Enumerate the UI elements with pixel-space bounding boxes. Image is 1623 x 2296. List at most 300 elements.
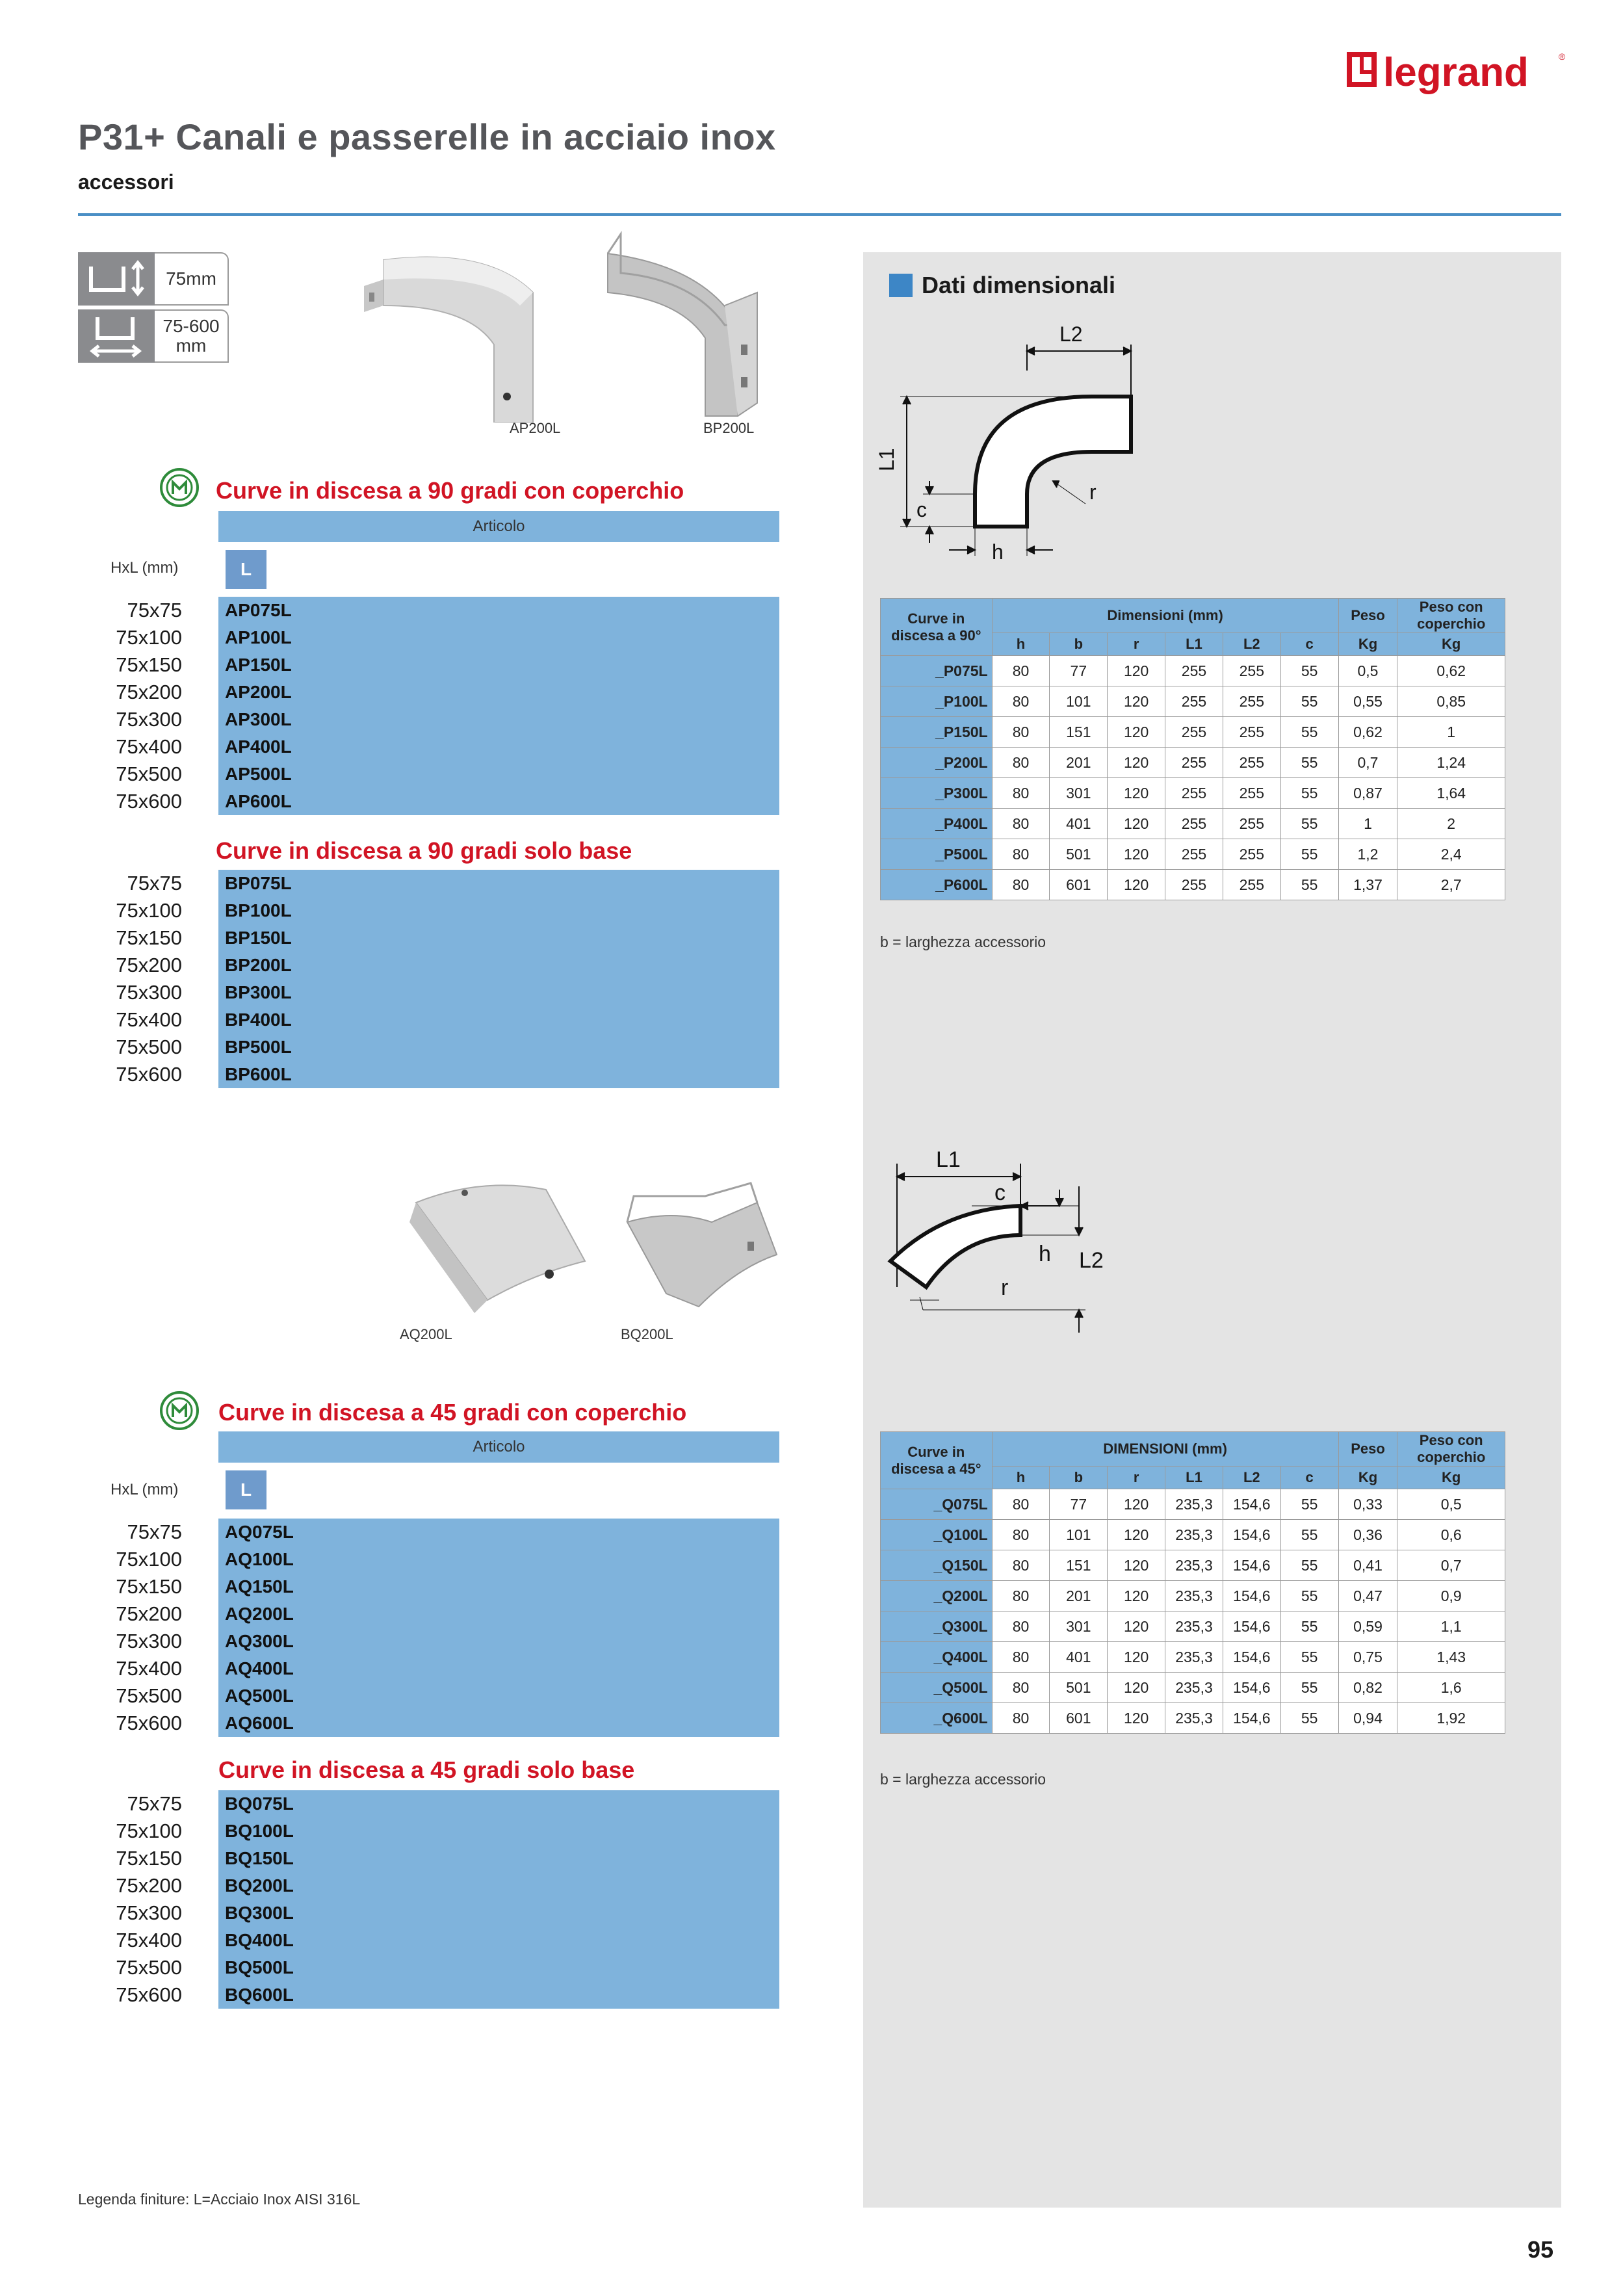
dim-label-h: h bbox=[1039, 1242, 1051, 1266]
row-value-cell: 0,7 bbox=[1338, 748, 1397, 778]
row-value-cell: 55 bbox=[1280, 748, 1338, 778]
row-code-cell: _P500L bbox=[881, 839, 993, 870]
table-row bbox=[881, 656, 1505, 686]
size-item: 75x300 bbox=[116, 708, 182, 731]
channel-height-icon bbox=[78, 252, 155, 306]
row-value-cell: 0,5 bbox=[1338, 656, 1397, 686]
row-value-cell: 80 bbox=[992, 1550, 1050, 1581]
certification-icon bbox=[159, 467, 200, 508]
article-code: AQ600L bbox=[225, 1713, 294, 1733]
dimension-table-45 bbox=[880, 1431, 1505, 1734]
table-row bbox=[881, 1703, 1505, 1734]
row-value-cell: 255 bbox=[1165, 809, 1223, 839]
article-code: AP150L bbox=[225, 655, 292, 675]
size-item: 75x600 bbox=[116, 790, 182, 813]
row-value-cell: 301 bbox=[1050, 1611, 1108, 1642]
height-badge bbox=[78, 252, 231, 306]
row-value-cell: 80 bbox=[992, 656, 1050, 686]
row-value-cell: 55 bbox=[1280, 1703, 1338, 1734]
size-item: 75x600 bbox=[116, 1712, 182, 1734]
row-value-cell: 0,59 bbox=[1338, 1611, 1397, 1642]
row-value-cell: 120 bbox=[1108, 809, 1165, 839]
size-item: 75x500 bbox=[116, 763, 182, 785]
row-value-cell: 1,6 bbox=[1397, 1673, 1505, 1703]
size-item: 75x75 bbox=[127, 1792, 182, 1815]
dim-label-l2: L2 bbox=[1079, 1248, 1104, 1273]
section-title-90-base: Curve in discesa a 90 gradi solo base bbox=[216, 837, 632, 864]
article-code: BP075L bbox=[225, 873, 292, 893]
row-code-cell: _Q150L bbox=[881, 1550, 993, 1581]
row-value-cell: 120 bbox=[1108, 1611, 1165, 1642]
row-value-cell: 255 bbox=[1223, 778, 1280, 809]
article-code: AQ500L bbox=[225, 1686, 294, 1706]
row-value-cell: 255 bbox=[1165, 748, 1223, 778]
table-subheader: Kg bbox=[1338, 1467, 1397, 1489]
header-divider bbox=[78, 213, 1561, 216]
dim-label-r: r bbox=[1001, 1275, 1009, 1300]
row-code-cell: _Q300L bbox=[881, 1611, 993, 1642]
section-title-45-base: Curve in discesa a 45 gradi solo base bbox=[218, 1756, 635, 1783]
page-subtitle: accessori bbox=[78, 170, 174, 194]
row-value-cell: 55 bbox=[1280, 1673, 1338, 1703]
row-value-cell: 120 bbox=[1108, 656, 1165, 686]
table-row bbox=[881, 1642, 1505, 1673]
size-item: 75x600 bbox=[116, 1063, 182, 1086]
size-item: 75x400 bbox=[116, 1008, 182, 1031]
row-value-cell: 1,24 bbox=[1397, 748, 1505, 778]
row-value-cell: 55 bbox=[1280, 656, 1338, 686]
size-item: 75x300 bbox=[116, 1901, 182, 1924]
row-value-cell: 0,94 bbox=[1338, 1703, 1397, 1734]
size-item: 75x400 bbox=[116, 1657, 182, 1680]
certification-icon bbox=[159, 1390, 200, 1431]
row-code-cell: _P400L bbox=[881, 809, 993, 839]
table-header-peso-coperchio: Peso con coperchio bbox=[1397, 599, 1505, 633]
article-code: AP500L bbox=[225, 764, 292, 784]
table-row bbox=[881, 717, 1505, 748]
size-item: 75x200 bbox=[116, 681, 182, 703]
row-value-cell: 0,62 bbox=[1338, 717, 1397, 748]
table-subheader: h bbox=[992, 633, 1050, 656]
article-code: BQ300L bbox=[225, 1903, 294, 1923]
hxl-label: HxL (mm) bbox=[110, 559, 179, 577]
size-item: 75x100 bbox=[116, 626, 182, 649]
row-value-cell: 80 bbox=[992, 1673, 1050, 1703]
row-value-cell: 120 bbox=[1108, 870, 1165, 900]
row-value-cell: 1,37 bbox=[1338, 870, 1397, 900]
table-subheader: L1 bbox=[1165, 633, 1223, 656]
page-number: 95 bbox=[1527, 2236, 1554, 2263]
row-value-cell: 201 bbox=[1050, 1581, 1108, 1611]
row-value-cell: 55 bbox=[1280, 1520, 1338, 1550]
article-code: BP200L bbox=[225, 955, 292, 975]
row-value-cell: 235,3 bbox=[1165, 1611, 1223, 1642]
article-code: BP400L bbox=[225, 1010, 292, 1030]
row-value-cell: 55 bbox=[1280, 1550, 1338, 1581]
row-code-cell: _Q600L bbox=[881, 1703, 993, 1734]
row-value-cell: 235,3 bbox=[1165, 1703, 1223, 1734]
article-code: BQ075L bbox=[225, 1794, 294, 1814]
row-code-cell: _P150L bbox=[881, 717, 993, 748]
row-value-cell: 301 bbox=[1050, 778, 1108, 809]
row-value-cell: 80 bbox=[992, 1489, 1050, 1520]
row-value-cell: 80 bbox=[992, 748, 1050, 778]
table-note-90: b = larghezza accessorio bbox=[880, 933, 1046, 950]
row-value-cell: 0,6 bbox=[1397, 1520, 1505, 1550]
table-row bbox=[881, 1550, 1505, 1581]
photo-caption-aq200l: AQ200L bbox=[400, 1326, 452, 1342]
table-subheader: b bbox=[1050, 633, 1108, 656]
article-code: AP300L bbox=[225, 709, 292, 729]
section-title-45-cover: Curve in discesa a 45 gradi con coperchio bbox=[218, 1399, 687, 1426]
row-code-cell: _P075L bbox=[881, 656, 993, 686]
panel-title: Dati dimensionali bbox=[922, 272, 1116, 298]
table-subheader: b bbox=[1050, 1467, 1108, 1489]
table-header-type: Curve in discesa a 45° bbox=[881, 1432, 993, 1489]
row-value-cell: 154,6 bbox=[1223, 1489, 1280, 1520]
dim-label-l1: L1 bbox=[875, 448, 898, 471]
row-value-cell: 255 bbox=[1223, 809, 1280, 839]
row-value-cell: 55 bbox=[1280, 1581, 1338, 1611]
page-title: P31+ Canali e passerelle in acciaio inox bbox=[78, 116, 776, 157]
size-list-90-cover bbox=[97, 597, 182, 815]
row-value-cell: 154,6 bbox=[1223, 1611, 1280, 1642]
size-item: 75x300 bbox=[116, 981, 182, 1004]
row-value-cell: 255 bbox=[1165, 686, 1223, 717]
row-value-cell: 235,3 bbox=[1165, 1550, 1223, 1581]
row-value-cell: 1,92 bbox=[1397, 1703, 1505, 1734]
row-value-cell: 151 bbox=[1050, 717, 1108, 748]
table-row bbox=[881, 809, 1505, 839]
table-header-peso: Peso bbox=[1338, 1432, 1397, 1467]
article-code: AQ400L bbox=[225, 1658, 294, 1678]
row-value-cell: 80 bbox=[992, 809, 1050, 839]
height-badge-label: 75mm bbox=[155, 252, 229, 306]
row-value-cell: 0,7 bbox=[1397, 1550, 1505, 1581]
row-value-cell: 101 bbox=[1050, 1520, 1108, 1550]
row-value-cell: 55 bbox=[1280, 778, 1338, 809]
diagram-90-degree bbox=[864, 319, 1170, 579]
table-header-dimensions: DIMENSIONI (mm) bbox=[992, 1432, 1338, 1467]
row-value-cell: 401 bbox=[1050, 809, 1108, 839]
row-value-cell: 255 bbox=[1165, 656, 1223, 686]
row-value-cell: 0,47 bbox=[1338, 1581, 1397, 1611]
row-value-cell: 1,1 bbox=[1397, 1611, 1505, 1642]
row-value-cell: 154,6 bbox=[1223, 1581, 1280, 1611]
row-value-cell: 0,87 bbox=[1338, 778, 1397, 809]
row-value-cell: 255 bbox=[1165, 839, 1223, 870]
hxl-label: HxL (mm) bbox=[110, 1481, 179, 1498]
size-list-45-cover bbox=[97, 1519, 182, 1737]
row-code-cell: _Q100L bbox=[881, 1520, 993, 1550]
row-value-cell: 101 bbox=[1050, 686, 1108, 717]
row-value-cell: 120 bbox=[1108, 748, 1165, 778]
article-code: BQ500L bbox=[225, 1957, 294, 1977]
dim-label-h: h bbox=[992, 540, 1004, 564]
table-row bbox=[881, 1581, 1505, 1611]
width-badge bbox=[78, 309, 231, 363]
article-code: BQ200L bbox=[225, 1875, 294, 1896]
row-value-cell: 1,2 bbox=[1338, 839, 1397, 870]
row-code-cell: _P600L bbox=[881, 870, 993, 900]
size-item: 75x300 bbox=[116, 1630, 182, 1652]
article-code: AP100L bbox=[225, 627, 292, 647]
size-item: 75x75 bbox=[127, 872, 182, 894]
size-item: 75x500 bbox=[116, 1036, 182, 1058]
article-code: BP100L bbox=[225, 900, 292, 920]
table-subheader: c bbox=[1280, 633, 1338, 656]
row-value-cell: 55 bbox=[1280, 839, 1338, 870]
row-value-cell: 255 bbox=[1165, 778, 1223, 809]
row-code-cell: _P200L bbox=[881, 748, 993, 778]
row-value-cell: 401 bbox=[1050, 1642, 1108, 1673]
articolo-header: Articolo bbox=[218, 511, 779, 542]
article-code: AQ075L bbox=[225, 1522, 294, 1542]
row-value-cell: 55 bbox=[1280, 870, 1338, 900]
table-subheader: c bbox=[1280, 1467, 1338, 1489]
logo-wordmark: legrand bbox=[1383, 50, 1529, 95]
row-value-cell: 55 bbox=[1280, 1611, 1338, 1642]
row-value-cell: 255 bbox=[1223, 717, 1280, 748]
row-value-cell: 235,3 bbox=[1165, 1520, 1223, 1550]
size-item: 75x500 bbox=[116, 1956, 182, 1979]
code-list-90-cover bbox=[218, 597, 779, 815]
table-subheader: L2 bbox=[1223, 1467, 1280, 1489]
table-header-dimensions: Dimensioni (mm) bbox=[992, 599, 1338, 633]
article-code: AQ100L bbox=[225, 1549, 294, 1569]
row-value-cell: 235,3 bbox=[1165, 1489, 1223, 1520]
row-value-cell: 0,33 bbox=[1338, 1489, 1397, 1520]
row-value-cell: 120 bbox=[1108, 686, 1165, 717]
row-value-cell: 80 bbox=[992, 1703, 1050, 1734]
row-value-cell: 201 bbox=[1050, 748, 1108, 778]
article-code: BP300L bbox=[225, 982, 292, 1002]
row-value-cell: 120 bbox=[1108, 1642, 1165, 1673]
row-value-cell: 151 bbox=[1050, 1550, 1108, 1581]
product-photo-aq200l bbox=[403, 1164, 598, 1320]
finish-l-badge: L bbox=[226, 550, 266, 589]
row-value-cell: 601 bbox=[1050, 870, 1108, 900]
row-value-cell: 154,6 bbox=[1223, 1673, 1280, 1703]
table-header-peso: Peso bbox=[1338, 599, 1397, 633]
article-code: AP400L bbox=[225, 737, 292, 757]
code-list-45-cover bbox=[218, 1519, 779, 1737]
table-subheader: r bbox=[1108, 633, 1165, 656]
table-row bbox=[881, 778, 1505, 809]
article-code: AQ300L bbox=[225, 1631, 294, 1651]
table-row bbox=[881, 839, 1505, 870]
row-value-cell: 2,7 bbox=[1397, 870, 1505, 900]
row-value-cell: 120 bbox=[1108, 1703, 1165, 1734]
finish-legend: Legenda finiture: L=Acciaio Inox AISI 316L bbox=[78, 2191, 361, 2208]
row-value-cell: 1,64 bbox=[1397, 778, 1505, 809]
row-value-cell: 0,82 bbox=[1338, 1673, 1397, 1703]
row-value-cell: 80 bbox=[992, 1611, 1050, 1642]
size-item: 75x75 bbox=[127, 1520, 182, 1543]
table-subheader: Kg bbox=[1338, 633, 1397, 656]
dim-label-r: r bbox=[1089, 480, 1097, 504]
size-item: 75x100 bbox=[116, 899, 182, 922]
code-list-90-base bbox=[218, 870, 779, 1088]
article-code: BQ600L bbox=[225, 1985, 294, 2005]
table-row bbox=[881, 870, 1505, 900]
size-item: 75x150 bbox=[116, 1575, 182, 1598]
size-item: 75x150 bbox=[116, 926, 182, 949]
table-note-45: b = larghezza accessorio bbox=[880, 1771, 1046, 1788]
size-item: 75x400 bbox=[116, 735, 182, 758]
row-value-cell: 1 bbox=[1338, 809, 1397, 839]
photo-caption-bq200l: BQ200L bbox=[621, 1326, 673, 1342]
row-value-cell: 0,75 bbox=[1338, 1642, 1397, 1673]
table-subheader: L2 bbox=[1223, 633, 1280, 656]
row-value-cell: 255 bbox=[1223, 686, 1280, 717]
table-subheader: Kg bbox=[1397, 633, 1505, 656]
table-row bbox=[881, 686, 1505, 717]
size-item: 75x200 bbox=[116, 954, 182, 976]
product-photo-ap200l bbox=[357, 234, 604, 423]
row-code-cell: _Q400L bbox=[881, 1642, 993, 1673]
photo-caption-bp200l: BP200L bbox=[703, 420, 755, 436]
table-subheader: r bbox=[1108, 1467, 1165, 1489]
row-value-cell: 154,6 bbox=[1223, 1550, 1280, 1581]
row-value-cell: 80 bbox=[992, 870, 1050, 900]
row-value-cell: 2 bbox=[1397, 809, 1505, 839]
article-code: BP150L bbox=[225, 928, 292, 948]
product-photo-bp200l bbox=[595, 228, 777, 423]
row-code-cell: _Q075L bbox=[881, 1489, 993, 1520]
row-value-cell: 255 bbox=[1165, 717, 1223, 748]
diagram-45-degree bbox=[864, 1138, 1170, 1352]
row-value-cell: 77 bbox=[1050, 1489, 1108, 1520]
row-value-cell: 501 bbox=[1050, 1673, 1108, 1703]
row-value-cell: 154,6 bbox=[1223, 1520, 1280, 1550]
article-code: BQ400L bbox=[225, 1930, 294, 1950]
row-value-cell: 80 bbox=[992, 1581, 1050, 1611]
row-value-cell: 0,85 bbox=[1397, 686, 1505, 717]
row-value-cell: 0,5 bbox=[1397, 1489, 1505, 1520]
row-value-cell: 1,43 bbox=[1397, 1642, 1505, 1673]
size-item: 75x400 bbox=[116, 1929, 182, 1951]
size-item: 75x200 bbox=[116, 1874, 182, 1897]
section-title-90-cover: Curve in discesa a 90 gradi con coperchio bbox=[216, 477, 684, 504]
row-value-cell: 80 bbox=[992, 717, 1050, 748]
size-item: 75x75 bbox=[127, 599, 182, 621]
row-value-cell: 55 bbox=[1280, 686, 1338, 717]
channel-width-icon bbox=[78, 309, 155, 363]
size-item: 75x100 bbox=[116, 1548, 182, 1571]
table-header-peso-coperchio: Peso con coperchio bbox=[1397, 1432, 1505, 1467]
svg-text:®: ® bbox=[1559, 51, 1566, 62]
row-value-cell: 0,9 bbox=[1397, 1581, 1505, 1611]
row-value-cell: 120 bbox=[1108, 1673, 1165, 1703]
row-value-cell: 120 bbox=[1108, 1520, 1165, 1550]
dim-label-c: c bbox=[916, 498, 927, 521]
row-value-cell: 80 bbox=[992, 686, 1050, 717]
row-value-cell: 55 bbox=[1280, 717, 1338, 748]
size-item: 75x200 bbox=[116, 1602, 182, 1625]
row-value-cell: 0,36 bbox=[1338, 1520, 1397, 1550]
row-value-cell: 1 bbox=[1397, 717, 1505, 748]
article-code: AQ150L bbox=[225, 1576, 294, 1597]
row-value-cell: 120 bbox=[1108, 1489, 1165, 1520]
code-list-45-base bbox=[218, 1790, 779, 2009]
row-value-cell: 120 bbox=[1108, 717, 1165, 748]
row-value-cell: 80 bbox=[992, 1520, 1050, 1550]
row-value-cell: 255 bbox=[1223, 656, 1280, 686]
row-value-cell: 55 bbox=[1280, 809, 1338, 839]
row-value-cell: 255 bbox=[1223, 839, 1280, 870]
row-value-cell: 235,3 bbox=[1165, 1642, 1223, 1673]
table-subheader: Kg bbox=[1397, 1467, 1505, 1489]
row-value-cell: 120 bbox=[1108, 839, 1165, 870]
row-value-cell: 255 bbox=[1165, 870, 1223, 900]
article-code: BQ150L bbox=[225, 1848, 294, 1868]
product-photo-bq200l bbox=[621, 1170, 790, 1320]
finish-l-badge: L bbox=[226, 1470, 266, 1509]
row-value-cell: 601 bbox=[1050, 1703, 1108, 1734]
row-value-cell: 255 bbox=[1223, 748, 1280, 778]
article-code: AQ200L bbox=[225, 1604, 294, 1624]
table-body-45 bbox=[881, 1489, 1505, 1734]
row-value-cell: 120 bbox=[1108, 778, 1165, 809]
table-row bbox=[881, 1520, 1505, 1550]
row-value-cell: 55 bbox=[1280, 1489, 1338, 1520]
table-body-90 bbox=[881, 656, 1505, 900]
row-value-cell: 154,6 bbox=[1223, 1642, 1280, 1673]
article-code: AP200L bbox=[225, 682, 292, 702]
row-value-cell: 55 bbox=[1280, 1642, 1338, 1673]
row-code-cell: _Q500L bbox=[881, 1673, 993, 1703]
panel-title-marker bbox=[889, 274, 913, 297]
row-value-cell: 235,3 bbox=[1165, 1581, 1223, 1611]
table-row bbox=[881, 1673, 1505, 1703]
row-value-cell: 80 bbox=[992, 839, 1050, 870]
dim-label-c: c bbox=[994, 1181, 1006, 1205]
width-badge-label: 75-600 mm bbox=[155, 309, 229, 363]
row-value-cell: 120 bbox=[1108, 1550, 1165, 1581]
dim-label-l2: L2 bbox=[1059, 322, 1083, 346]
photo-caption-ap200l: AP200L bbox=[510, 420, 561, 436]
row-value-cell: 501 bbox=[1050, 839, 1108, 870]
article-code: BQ100L bbox=[225, 1821, 294, 1841]
table-row bbox=[881, 748, 1505, 778]
row-value-cell: 235,3 bbox=[1165, 1673, 1223, 1703]
size-list-45-base bbox=[97, 1790, 182, 2009]
row-value-cell: 77 bbox=[1050, 656, 1108, 686]
table-header-type: Curve in discesa a 90° bbox=[881, 599, 993, 656]
table-row bbox=[881, 1611, 1505, 1642]
legrand-logo bbox=[1345, 46, 1566, 108]
size-item: 75x600 bbox=[116, 1983, 182, 2006]
size-item: 75x150 bbox=[116, 653, 182, 676]
dimension-table-90 bbox=[880, 598, 1505, 900]
table-subheader: h bbox=[992, 1467, 1050, 1489]
size-item: 75x100 bbox=[116, 1820, 182, 1842]
row-value-cell: 0,55 bbox=[1338, 686, 1397, 717]
row-code-cell: _P300L bbox=[881, 778, 993, 809]
row-value-cell: 0,62 bbox=[1397, 656, 1505, 686]
table-row bbox=[881, 1489, 1505, 1520]
articolo-header: Articolo bbox=[218, 1431, 779, 1463]
article-code: BP600L bbox=[225, 1064, 292, 1084]
size-list-90-base bbox=[97, 870, 182, 1088]
row-value-cell: 120 bbox=[1108, 1581, 1165, 1611]
article-code: AP075L bbox=[225, 600, 292, 620]
row-value-cell: 80 bbox=[992, 778, 1050, 809]
row-value-cell: 154,6 bbox=[1223, 1703, 1280, 1734]
dim-label-l1: L1 bbox=[936, 1147, 961, 1172]
row-code-cell: _Q200L bbox=[881, 1581, 993, 1611]
